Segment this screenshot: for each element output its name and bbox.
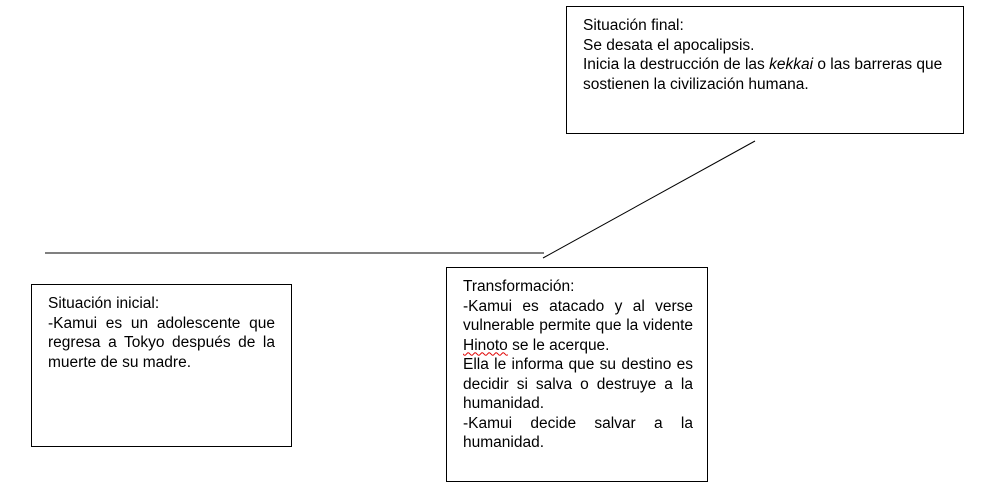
final-situation-title: Situación final: [583, 17, 684, 34]
hinoto-name: Hinoto [463, 336, 508, 354]
final-situation-box [566, 6, 964, 134]
initial-situation-title: Situación inicial: [48, 295, 160, 312]
initial-situation-box [31, 284, 292, 447]
transformation-paragraph-1: -Kamui es atacado y al verse vulnerable permite que la vidente Hinoto se le acerque. [463, 297, 693, 354]
initial-situation-body: -Kamui es un adolescente que regresa a Tokyo después de la muerte de su madre. [48, 314, 275, 371]
rising-line [543, 141, 755, 258]
final-situation-line-1: Se desata el apocalipsis. [583, 36, 755, 54]
transformation-paragraph-3: -Kamui decide salvar a la humanidad. [463, 414, 693, 451]
transformation-paragraph-2: Ella le informa que su destino es decidir si salva o destruye a la humanidad. [463, 356, 693, 412]
transformation-box [446, 267, 708, 482]
kekkai-term: kekkai [769, 56, 814, 73]
transformation-title: Transformación: [463, 278, 575, 295]
final-situation-line-2: Inicia la destrucción de las kekkai o las barreras que sostienen la civilización humana. [583, 56, 943, 93]
